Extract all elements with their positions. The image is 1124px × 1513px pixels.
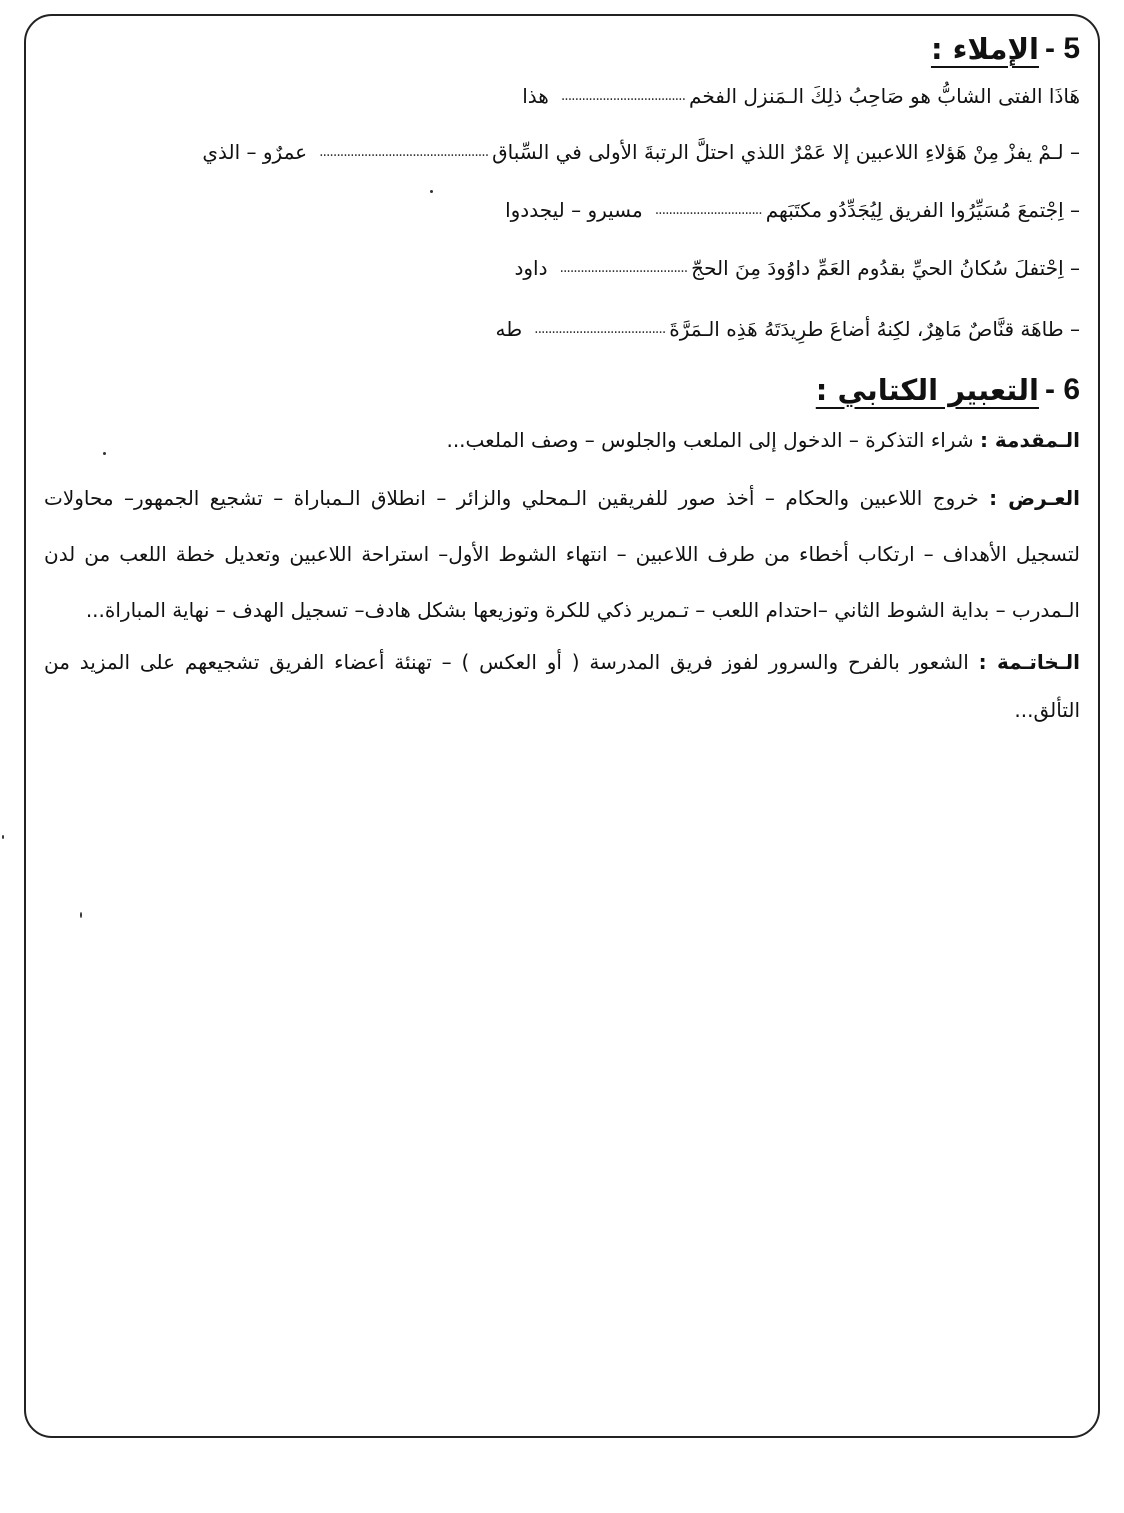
section-tabir-heading — [44, 364, 1080, 416]
imla-answer: داود — [514, 256, 548, 280]
intro-text: شراء التذكرة – الدخول إلى الملعب والجلوس – وصف الملعب... — [446, 428, 980, 452]
answer-dots: ................................................. — [319, 144, 489, 160]
body-paragraph — [44, 470, 1080, 638]
intro-paragraph — [44, 416, 1080, 464]
imla-answer: طه — [495, 317, 523, 341]
intro-label: الـمقدمة : — [979, 428, 1080, 452]
imla-sentence: هَاذَا الفتى الشابُّ هو صَاحِبُ ذلِكَ الـمَنزل الفخم — [689, 84, 1080, 108]
imla-row — [44, 238, 1080, 298]
body-text: خروج اللاعبين والحكام – أخذ صور للفريقين الـمحلي والزائر – انطلاق الـمباراة – تشجيع الجمهور– محاولات لتسجيل الأهداف – ارتكاب أخطاء من طرف اللاعبين – انتهاء الشوط الأول– استراحة اللاعبين وتعديل خطة اللعب من لدن الـمدرب – بداية الشوط الثاني –احتدام اللعب – تـمرير ذكي للكرة وتوزيعها بشكل هادف– تسجيل الهدف – نهاية المباراة... — [44, 486, 1080, 622]
imla-row — [44, 182, 1080, 238]
imla-row — [44, 122, 1080, 182]
document-content — [44, 28, 1080, 734]
imla-row — [44, 70, 1080, 122]
scan-speck — [2, 835, 4, 839]
section-imla-heading — [44, 28, 1080, 70]
answer-dots: ...................................... — [534, 321, 666, 337]
answer-dots: ..................................... — [559, 260, 688, 276]
imla-sentence: – طاهَة قنَّاصٌ مَاهِرٌ، لكِنهُ أضاعَ طرِيدَتَهُ هَذِه الـمَرَّةَ — [669, 317, 1080, 341]
section-number: 5 - — [1044, 32, 1080, 65]
imla-row — [44, 298, 1080, 360]
conclusion-text: الشعور بالفرح والسرور لفوز فريق المدرسة ( أو العكس ) – تهنئة أعضاء الفريق تشجيعهم على المزيد من التألق... — [44, 650, 1080, 722]
imla-answer: عمرٌو – الذي — [202, 140, 308, 164]
imla-sentence: – لـمْ يفزْ مِنْ هَؤلاءِ اللاعبين إلا عَمْرٌ اللذي احتلَّ الرتبةَ الأولى في السِّباق — [492, 140, 1080, 164]
scan-speck — [80, 912, 82, 918]
imla-sentence: – اِحْتفلَ سُكانُ الحيِّ بقدُوم العَمِّ داوُودَ مِنَ الحجّ — [691, 256, 1080, 280]
section-title: الإملاء : — [930, 31, 1039, 66]
scan-speck — [430, 190, 433, 193]
conclusion-paragraph — [44, 638, 1080, 734]
section-title: التعبير الكتابي : — [815, 372, 1039, 407]
body-label: العـرض : — [989, 486, 1081, 510]
answer-dots: .................................... — [560, 88, 686, 104]
imla-sentence: – اِجْتمعَ مُسَيِّرُوا الفريق لِيُجَدِّدُو مكتَبَهم — [765, 198, 1080, 222]
section-number: 6 - — [1044, 373, 1080, 406]
scan-speck — [103, 452, 106, 455]
conclusion-label: الـخاتـمة : — [978, 650, 1081, 674]
imla-exercise-list — [44, 70, 1080, 360]
answer-dots: ............................... — [654, 202, 762, 218]
imla-answer: مسيرو – ليجددوا — [505, 198, 643, 222]
imla-answer: هذا — [522, 84, 549, 108]
